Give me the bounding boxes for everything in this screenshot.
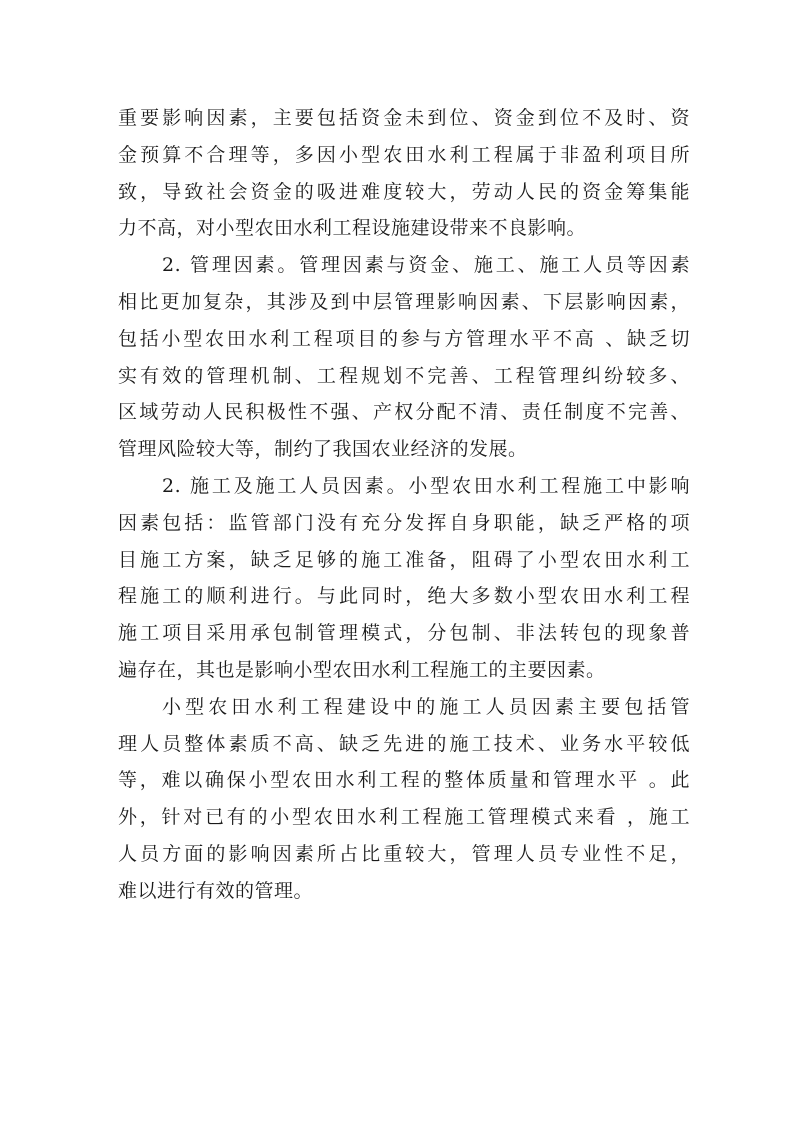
text-line: 因素包括：监管部门没有充分发挥自身职能，缺乏严格的项 <box>118 511 690 534</box>
paragraph-funding-continued <box>118 100 690 247</box>
text-line: 难以进行有效的管理。 <box>118 879 314 902</box>
text-line: 小型农田水利工程建设中的施工人员因素主要包括管 <box>162 695 690 718</box>
text-line: 理人员整体素质不高、缺乏先进的施工技术、业务水平较低 <box>118 732 690 755</box>
text-line: 2. 施工及施工人员因素。小型农田水利工程施工中影响 <box>162 474 690 497</box>
paragraph-construction-factors <box>118 468 690 689</box>
text-line: 施工项目采用承包制管理模式，分包制、非法转包的现象普 <box>118 622 690 645</box>
text-line: 致，导致社会资金的吸进难度较大，劳动人民的资金筹集能 <box>118 180 690 203</box>
text-line: 遍存在，其也是影响小型农田水利工程施工的主要因素。 <box>118 658 606 681</box>
text-line: 力不高，对小型农田水利工程设施建设带来不良影响。 <box>118 217 587 240</box>
text-line: 相比更加复杂，其涉及到中层管理影响因素、下层影响因素， <box>118 290 690 313</box>
text-line: 等，难以确保小型农田水利工程的整体质量和管理水平 。此 <box>118 769 690 792</box>
text-line: 金预算不合理等，多因小型农田水利工程属于非盈利项目所 <box>118 143 690 166</box>
text-line: 人员方面的影响因素所占比重较大，管理人员专业性不足， <box>118 842 690 865</box>
text-line: 程施工的顺利进行。与此同时，绝大多数小型农田水利工程 <box>118 585 690 608</box>
paragraph-personnel-factors <box>118 689 690 910</box>
text-line: 包括小型农田水利工程项目的参与方管理水平不高 、缺乏切 <box>118 327 690 350</box>
text-line: 外，针对已有的小型农田水利工程施工管理模式来看 ，施工 <box>118 806 690 829</box>
body-text <box>118 100 690 910</box>
text-line: 实有效的管理机制、工程规划不完善、工程管理纠纷较多、 <box>118 364 690 387</box>
text-line: 管理风险较大等，制约了我国农业经济的发展。 <box>118 438 528 461</box>
text-line: 区域劳动人民积极性不强、产权分配不清、责任制度不完善、 <box>118 401 690 424</box>
text-line: 2. 管理因素。管理因素与资金、施工、施工人员等因素 <box>162 254 690 277</box>
text-line: 目施工方案，缺乏足够的施工准备，阻碍了小型农田水利工 <box>118 548 690 571</box>
text-line: 重要影响因素，主要包括资金未到位、资金到位不及时、资 <box>118 107 690 129</box>
paragraph-management-factors <box>118 247 690 468</box>
